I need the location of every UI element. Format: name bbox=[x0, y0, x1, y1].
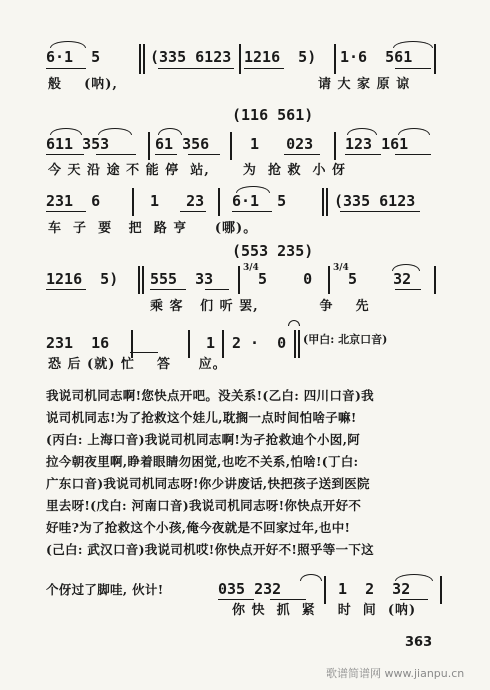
notes-s2-m3: 1 023 bbox=[250, 135, 314, 153]
time-signature: 3/4 bbox=[243, 263, 259, 273]
prose-line: 广东口音)我说司机同志呀!你少讲废话,快把孩子送到医院 bbox=[46, 476, 370, 491]
barline bbox=[131, 330, 133, 358]
notes-s2-m4: 123 161 bbox=[345, 135, 409, 153]
notes-s5-m2: 1 bbox=[206, 334, 216, 352]
underline bbox=[284, 154, 320, 155]
notes-last-m1: 035 232 bbox=[218, 580, 282, 598]
barline bbox=[139, 44, 141, 74]
lyrics-last: 你 快 抓 紧 时 间 (呐) bbox=[232, 603, 417, 618]
slur bbox=[347, 128, 377, 135]
barline bbox=[324, 576, 326, 604]
barline bbox=[148, 132, 150, 160]
underline bbox=[150, 289, 186, 290]
notes-s4-m1: 1216 5) bbox=[46, 270, 119, 288]
barline bbox=[334, 44, 336, 74]
underline bbox=[232, 211, 272, 212]
notes-s2-m1: 611 353 bbox=[46, 135, 110, 153]
lyrics-s4: 乘 客 们 听 罢, 争 先 bbox=[150, 299, 370, 314]
barline bbox=[218, 188, 220, 216]
notes-s3-m4: (335 6123 bbox=[334, 192, 416, 210]
underline bbox=[155, 154, 177, 155]
underline bbox=[218, 599, 254, 600]
barline bbox=[132, 188, 134, 216]
notes-s4-m3: 5 0 bbox=[258, 270, 313, 288]
watermark: 歌谱简谱网 www.jianpu.cn bbox=[326, 667, 465, 680]
lyrics-s3: 车 子 要 把 路 亨 (哪)。 bbox=[48, 221, 258, 236]
notes-s5-m3: 2 · 0 bbox=[232, 334, 287, 352]
barline bbox=[294, 330, 296, 358]
fermata-icon bbox=[288, 320, 300, 326]
lyrics-s1-b: 请 大 家 原 谅 bbox=[318, 77, 411, 92]
notes-s4-above: (553 235) bbox=[232, 242, 314, 260]
prose-line: 好哇?为了抢救这个小孩,俺今夜就是不回家过年,也中! bbox=[46, 520, 351, 535]
underline bbox=[340, 211, 420, 212]
prose-line: (己白: 武汉口音)我说司机哎!你快点开好不!照乎等一下这 bbox=[46, 542, 374, 557]
underline bbox=[244, 68, 284, 69]
prose-line: 里去呀!(戊白: 河南口音)我说司机同志呀!你快点开好不 bbox=[46, 498, 362, 513]
notes-s3-m1: 231 6 bbox=[46, 192, 101, 210]
barline bbox=[334, 132, 336, 160]
lyrics-s2: 今 天 沿 途 不 能 停 站, 为 抢 救 小 伢 bbox=[48, 163, 347, 178]
page-number: 363 bbox=[405, 635, 433, 650]
notes-s4-m2: 555 33 bbox=[150, 270, 214, 288]
underline bbox=[96, 154, 136, 155]
barline bbox=[138, 266, 140, 294]
underline bbox=[158, 68, 234, 69]
slur bbox=[393, 41, 433, 48]
underline bbox=[395, 154, 431, 155]
notes-s1-m2: (335 6123 bbox=[150, 48, 232, 66]
underline bbox=[46, 289, 86, 290]
notes-s1-m1: 6·1 5 bbox=[46, 48, 101, 66]
slur bbox=[98, 128, 132, 135]
prose-line: 我说司机同志啊!您快点开吧。没关系!(乙白: 四川口音)我 bbox=[46, 388, 374, 403]
barline bbox=[326, 188, 328, 216]
slur bbox=[50, 128, 82, 135]
barline bbox=[222, 330, 224, 358]
underline bbox=[188, 154, 220, 155]
barline bbox=[434, 44, 436, 74]
notes-s2-m2: 61 356 bbox=[155, 135, 210, 153]
notes-s3-m3: 6·1 5 bbox=[232, 192, 287, 210]
barline bbox=[434, 266, 436, 294]
barline bbox=[142, 266, 144, 294]
lyrics-s5: 恐 后 (就) 忙 答 应。 bbox=[48, 357, 227, 372]
notes-s2-above: (116 561) bbox=[232, 106, 314, 124]
notes-s3-m2: 1 23 bbox=[150, 192, 205, 210]
barline bbox=[230, 132, 232, 160]
underline bbox=[270, 599, 306, 600]
aside-cue: (甲白: 北京口音) bbox=[303, 333, 388, 346]
underline bbox=[46, 211, 86, 212]
prose-line: (丙白: 上海口音)我说司机同志啊!为孑抢救迪个小囡,阿 bbox=[46, 432, 361, 447]
underline bbox=[46, 154, 84, 155]
slur bbox=[398, 128, 430, 135]
notes-s5-m1: 231 16 bbox=[46, 334, 110, 352]
barline bbox=[440, 576, 442, 604]
underline bbox=[395, 289, 421, 290]
slur bbox=[236, 186, 270, 193]
underline bbox=[395, 68, 431, 69]
notes-s4-m4: 5 32 bbox=[348, 270, 412, 288]
lyrics-s1-a: 般 (呐), bbox=[48, 77, 118, 92]
notes-s1-m3: 1216 5) bbox=[244, 48, 317, 66]
barline bbox=[322, 188, 324, 216]
slur bbox=[50, 41, 86, 48]
notes-last-m2: 1 2 32 bbox=[338, 580, 411, 598]
slur bbox=[395, 574, 433, 581]
underline bbox=[205, 289, 229, 290]
time-signature: 3/4 bbox=[333, 263, 349, 273]
notes-s1-m4: 1·6 561 bbox=[340, 48, 413, 66]
underline bbox=[46, 68, 86, 69]
underline bbox=[345, 154, 381, 155]
barline bbox=[188, 330, 190, 358]
barline bbox=[328, 266, 330, 294]
barline bbox=[298, 330, 300, 358]
underline bbox=[400, 599, 428, 600]
prose-line: 说司机同志!为了抢救这个娃儿,耽搁一点时间怕啥子嘛! bbox=[46, 410, 357, 425]
underline bbox=[130, 352, 158, 353]
slur bbox=[392, 264, 420, 271]
underline bbox=[180, 211, 206, 212]
barline bbox=[239, 44, 241, 74]
slur bbox=[158, 128, 182, 135]
barline bbox=[143, 44, 145, 74]
barline bbox=[238, 266, 240, 294]
slur bbox=[300, 574, 322, 581]
prose-line: 个伢过了脚哇, 伙计! bbox=[46, 582, 164, 597]
prose-line: 拉今朝夜里啊,睁着眼睛勿困觉,也吃不关系,怕啥!(丁白: bbox=[46, 454, 359, 469]
